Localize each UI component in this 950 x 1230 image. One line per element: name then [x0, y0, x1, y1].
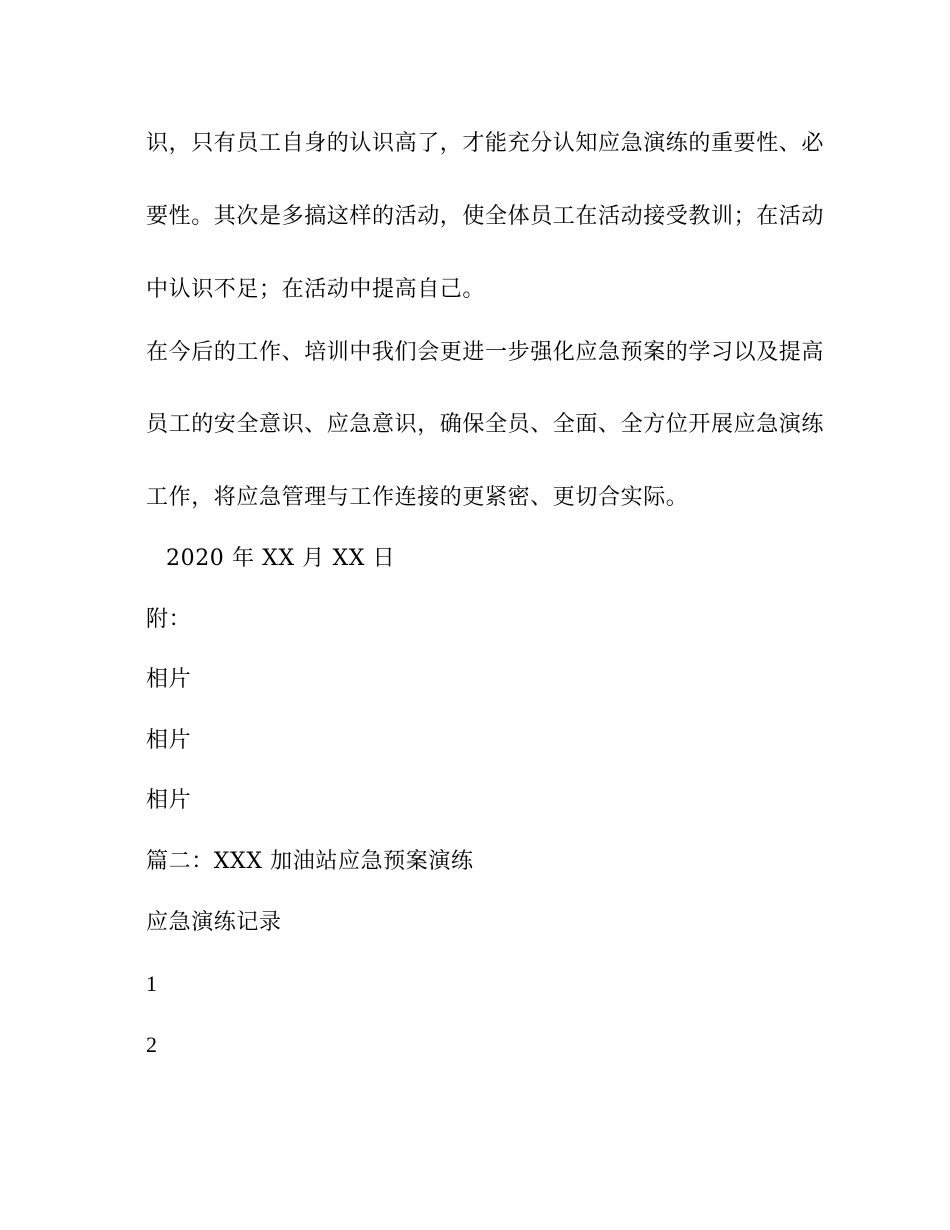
paragraph-line: 工作，将应急管理与工作连接的更紧密、更切合实际。 [146, 485, 689, 510]
photo-placeholder: 相片 [146, 728, 192, 753]
paragraph-line: 员工的安全意识、应急意识，确保全员、全面、全方位开展应急演练 [146, 412, 825, 437]
paragraph-line: 识，只有员工自身的认识高了，才能充分认知应急演练的重要性、必 [146, 131, 825, 156]
paragraph-line: 要性。其次是多搞这样的活动，使全体员工在活动接受教训；在活动 [146, 204, 825, 229]
record-title: 应急演练记录 [146, 910, 282, 935]
paragraph-line: 中认识不足；在活动中提高自己。 [146, 277, 486, 302]
attachment-label: 附： [146, 607, 192, 632]
photo-placeholder: 相片 [146, 788, 192, 813]
photo-placeholder: 相片 [146, 667, 192, 692]
list-number: 2 [146, 1032, 158, 1057]
paragraph-line: 在今后的工作、培训中我们会更进一步强化应急预案的学习以及提高 [146, 340, 825, 365]
date-line: 2020 年 XX 月 XX 日 [166, 546, 396, 571]
list-number: 1 [146, 971, 158, 996]
section-heading: 篇二：XXX 加油站应急预案演练 [146, 849, 474, 874]
